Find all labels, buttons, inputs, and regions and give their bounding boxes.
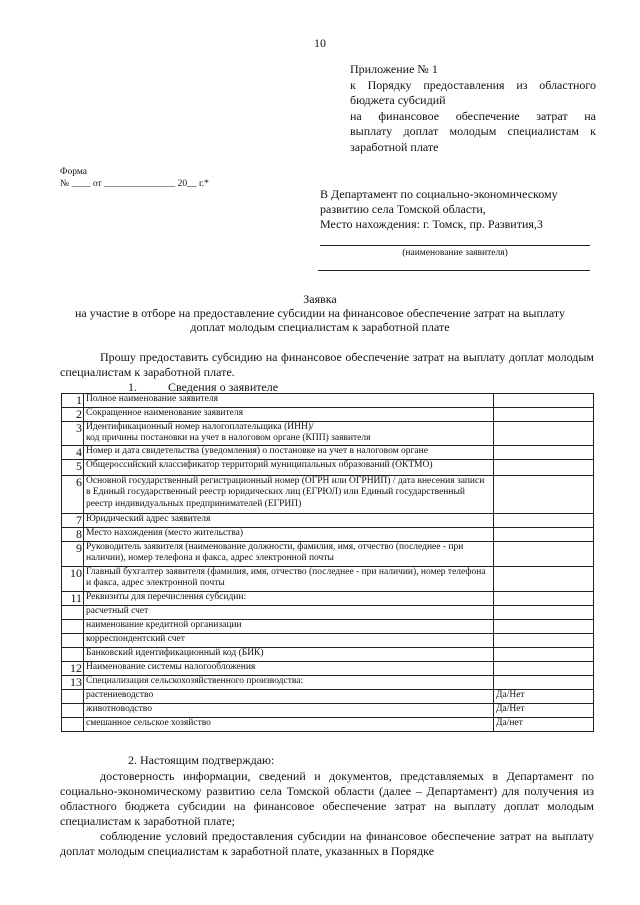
title-line-2: на участие в отборе на предоставление субсидии на финансовое обеспечение затрат на выплату [75,306,565,320]
table-row [62,408,594,422]
row-label: Банковский идентификационный код (БИК) [84,648,494,662]
appendix-header [350,62,596,155]
row-number: 7 [62,514,84,528]
table-row [62,567,594,592]
row-number [62,634,84,648]
applicant-extra-line[interactable] [318,270,590,271]
row-value-cell[interactable] [494,592,594,606]
row-label: расчетный счет [84,606,494,620]
row-value-cell[interactable] [494,528,594,542]
row-number [62,620,84,634]
appendix-line-1: Приложение № 1 [350,62,438,76]
row-label: Специализация сельскохозяйственного производства: [84,676,494,690]
row-label: растениеводство [84,690,494,704]
row-label: животноводство [84,704,494,718]
row-label: Основной государственный регистрационный номер (ОГРН или ОГРНИП) / дата внесения записи в Единый государственный реестр юридических лиц (ЕГРЮЛ) или Единый государственный реестр индивидуальных предпринимателей (ЕГРИП) [84,476,494,514]
confirmation-paragraph-2: соблюдение условий предоставления субсидии на финансовое обеспечение затрат на выплату доплат молодым специалистам к заработной плате, указанных в Порядке [60,829,594,858]
row-value-cell[interactable] [494,408,594,422]
form-label: Форма [60,167,88,177]
recipient-line-1: В Департамент по социально-экономическому [320,187,558,201]
row-number: 12 [62,662,84,676]
table-row [62,676,594,690]
row-number: 13 [62,676,84,690]
row-label: Номер и дата свидетельства (уведомления) о постановке на учет в налоговом органе [84,446,494,460]
table-row [62,606,594,620]
section-1-title: Сведения о заявителе [168,380,279,394]
row-value-cell[interactable] [494,567,594,592]
table-row [62,460,594,476]
table-row [62,394,594,408]
row-label: Сокращенное наименование заявителя [84,408,494,422]
appendix-line-5: выплату доплат молодым специалистам к [350,124,596,138]
row-label: Главный бухгалтер заявителя (фамилия, имя, отчество (последнее - при наличии), номер телефона и факса, адрес электронной почты [84,567,494,592]
row-value-cell[interactable] [494,662,594,676]
appendix-line-3: бюджета субсидий [350,93,446,107]
row-label: Общероссийский классификатор территорий муниципальных образований (ОКТМО) [84,460,494,476]
row-number: 4 [62,446,84,460]
row-value-cell[interactable] [494,460,594,476]
table-row [62,592,594,606]
row-label: наименование кредитной организации [84,620,494,634]
row-value-cell[interactable] [494,446,594,460]
table-row [62,528,594,542]
section-1-number: 1. [128,380,137,394]
row-value-cell[interactable] [494,514,594,528]
row-label: Реквизиты для перечисления субсидии: [84,592,494,606]
row-value-cell[interactable] [494,394,594,408]
row-value-cell[interactable] [494,542,594,567]
document-title [50,292,590,334]
row-number [62,648,84,662]
row-number: 1 [62,394,84,408]
row-value-cell[interactable] [494,676,594,690]
row-number: 6 [62,476,84,514]
table-row [62,634,594,648]
row-value-cell[interactable] [494,634,594,648]
title-line-3: доплат молодым специалистам к заработной плате [190,320,450,334]
row-number: 8 [62,528,84,542]
table-row [62,690,594,704]
applicant-label: (наименование заявителя) [402,248,508,258]
table-row [62,446,594,460]
appendix-line-2: к Порядку предоставления из областного [350,77,596,92]
appendix-line-6: заработной плате [350,139,439,154]
row-value-cell[interactable]: Да/нет [494,718,594,732]
row-label: Идентификационный номер налогоплательщика (ИНН)/ код причины постановки на учет в налоговом органе (КПП) заявителя [84,422,494,446]
recipient-line-3: Место нахождения: г. Томск, пр. Развития,3 [320,217,543,231]
row-value-cell[interactable] [494,648,594,662]
row-label: корреспондентский счет [84,634,494,648]
row-number: 2 [62,408,84,422]
title-line-1: Заявка [303,292,337,306]
row-number: 5 [62,460,84,476]
row-label: смешанное сельское хозяйство [84,718,494,732]
row-label: Полное наименование заявителя [84,394,494,408]
row-value-cell[interactable]: Да/Нет [494,704,594,718]
table-row [62,648,594,662]
row-label: Юридический адрес заявителя [84,514,494,528]
page-number: 10 [314,36,326,50]
row-number: 11 [62,592,84,606]
table-row [62,422,594,446]
row-value-cell[interactable] [494,476,594,514]
applicant-info-table [61,393,594,732]
row-number [62,718,84,732]
request-paragraph: Прошу предоставить субсидию на финансовое обеспечение затрат на выплату доплат молодым специалистам к заработной плате. [60,350,594,379]
confirmation-paragraph-1: достоверность информации, сведений и документов, представляемых в Департамент по социально-экономическому развитию села Томской области (далее – Департамент) для получения из областного бюджета субсидии на финансовое обеспечение затрат на выплату доплат молодым специалистам к заработной плате; [60,769,594,828]
row-label: Руководитель заявителя (наименование должности, фамилия, имя, отчество (последнее - при наличии), номер телефона и факса, адрес электронной почты [84,542,494,567]
applicant-name-line[interactable] [320,245,590,246]
recipient-line-2: развитию села Томской области, [320,202,486,216]
row-value-cell[interactable] [494,422,594,446]
appendix-line-4: на финансовое обеспечение затрат на [350,108,596,123]
row-value-cell[interactable] [494,606,594,620]
form-number-line[interactable]: № ____ от _______________ 20__ г.* [60,179,209,189]
row-label: Место нахождения (место жительства) [84,528,494,542]
row-number [62,690,84,704]
section-2-heading: 2. Настоящим подтверждаю: [128,753,275,767]
table-row [62,476,594,514]
row-value-cell[interactable] [494,620,594,634]
recipient-block [320,187,590,232]
row-number [62,704,84,718]
table-row [62,542,594,567]
table-row [62,620,594,634]
row-number: 3 [62,422,84,446]
table-row [62,514,594,528]
row-label: Наименование системы налогообложения [84,662,494,676]
row-value-cell[interactable]: Да/Нет [494,690,594,704]
table-row [62,662,594,676]
row-number: 10 [62,567,84,592]
form-block [60,166,209,190]
table-row [62,718,594,732]
row-number: 9 [62,542,84,567]
row-number [62,606,84,620]
table-row [62,704,594,718]
